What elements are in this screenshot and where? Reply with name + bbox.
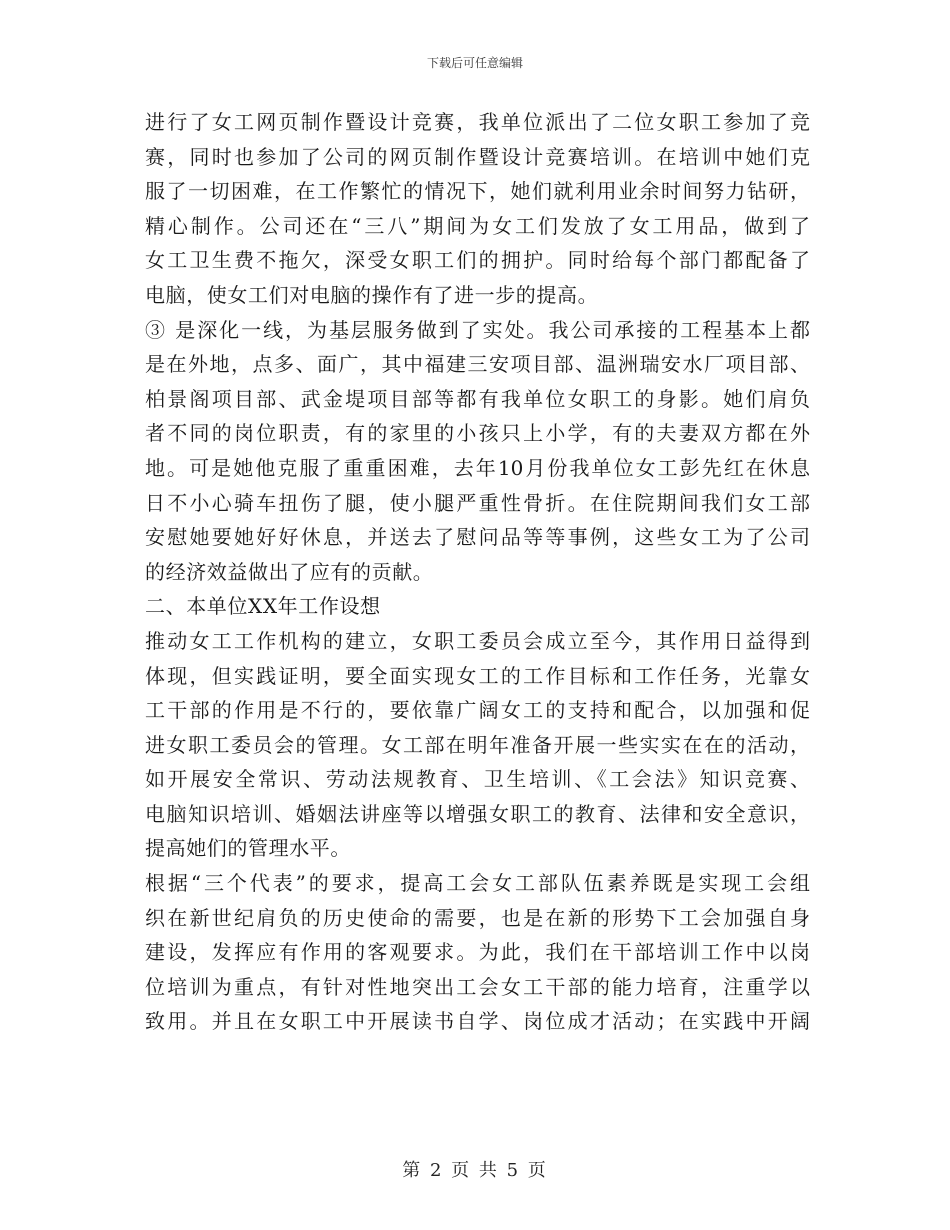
text-line: 的经济效益做出了应有的贡献。: [145, 559, 434, 584]
page-number: 第 2 页 共 5 页: [402, 1160, 548, 1181]
text-line: 电脑，使女工们对电脑的操作有了进一步的提高。: [145, 282, 599, 307]
text-line: ③ 是深化一线，为基层服务做到了实处。我公司承接的工程基本上都: [145, 317, 810, 342]
text-line: 精心制作。公司还在“三八”期间为女工们发放了女工用品，做到了: [145, 213, 810, 238]
text-line: 如开展安全常识、劳动法规教育、卫生培训、《工会法》知识竞赛、: [145, 767, 810, 792]
text-line: 致用。并且在女职工中开展读书自学、岗位成才活动；在实践中开阔: [145, 1009, 810, 1034]
text-line: 者不同的岗位职责，有的家里的小孩只上小学，有的夫妻双方都在外: [145, 421, 810, 446]
text-line: 进女职工委员会的管理。女工部在明年准备开展一些实实在在的活动，: [145, 732, 810, 757]
text-line: 提高她们的管理水平。: [145, 836, 351, 861]
document-body: [145, 105, 810, 1039]
text-line: 柏景阁项目部、武金堤项目部等都有我单位女职工的身影。她们肩负: [145, 386, 810, 411]
text-line: 是在外地，点多、面广，其中福建三安项目部、温洲瑞安水厂项目部、: [145, 352, 810, 377]
text-line: 建设，发挥应有作用的客观要求。为此，我们在干部培训工作中以岗: [145, 940, 810, 965]
text-line: 二、本单位XX年工作设想: [145, 594, 381, 619]
page-header: 下载后可任意编辑: [426, 56, 523, 70]
text-line: 女工卫生费不拖欠，深受女职工们的拥护。同时给每个部门都配备了: [145, 248, 810, 273]
text-line: 地。可是她他克服了重重困难，去年10月份我单位女工彭先红在休息: [145, 455, 810, 480]
text-line: 根据“三个代表”的要求，提高工会女工部队伍素养既是实现工会组: [145, 871, 810, 896]
text-line: 体现，但实践证明，要全面实现女工的工作目标和工作任务，光靠女: [145, 663, 810, 688]
text-line: 电脑知识培训、婚姻法讲座等以增强女职工的教育、法律和安全意识，: [145, 801, 810, 826]
text-line: 进行了女工网页制作暨设计竞赛，我单位派出了二位女职工参加了竞: [145, 110, 810, 134]
text-line: 工干部的作用是不行的，要依靠广阔女工的支持和配合，以加强和促: [145, 698, 810, 723]
text-line: 赛，同时也参加了公司的网页制作暨设计竞赛培训。在培训中她们克: [145, 144, 810, 169]
text-line: 推动女工工作机构的建立，女职工委员会成立至今，其作用日益得到: [145, 628, 810, 653]
text-line: 织在新世纪肩负的历史使命的需要，也是在新的形势下工会加强自身: [145, 905, 810, 930]
text-line: 服了一切困难，在工作繁忙的情况下，她们就利用业余时间努力钻研，: [145, 179, 810, 204]
text-line: 日不小心骑车扭伤了腿，使小腿严重性骨折。在住院期间我们女工部: [145, 490, 810, 515]
text-line: 安慰她要她好好休息，并送去了慰问品等等事例，这些女工为了公司: [145, 525, 810, 550]
text-line: 位培训为重点，有针对性地突出工会女工干部的能力培育，注重学以: [145, 974, 810, 999]
